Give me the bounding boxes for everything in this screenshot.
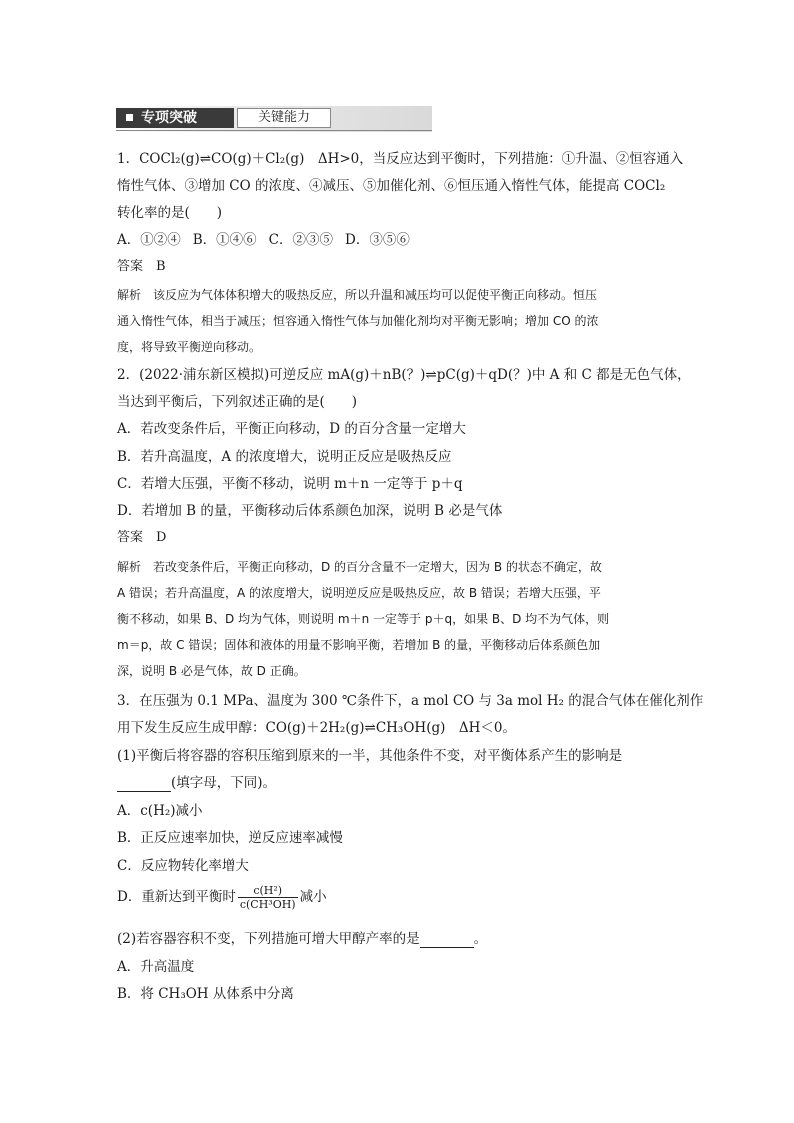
q3-part2-end: 。: [473, 931, 488, 947]
ratio-fraction: [238, 884, 298, 911]
q2-option-b: B．若升高温度，A 的浓度增大，说明正反应是吸热反应: [117, 449, 452, 465]
q3-p1-option-a: A．c(H₂)减小: [117, 803, 203, 819]
q3-p1-option-b: B．正反应速率加快，逆反应速率减慢: [117, 830, 343, 846]
q2-analysis-line3: 衡不移动，如果 B、D 均为气体，则说明 m＋n 一定等于 p＋q，如果 B、D 均不为气体，则: [117, 612, 610, 626]
section-title: 专项突破: [141, 110, 197, 126]
section-title-block: [116, 108, 234, 128]
q1-option-d: D．③⑤⑥: [345, 232, 410, 248]
q3-p2-option-a: A．升高温度: [117, 959, 195, 975]
q3-p2-option-b: B．将 CH₃OH 从体系中分离: [117, 986, 294, 1002]
section-banner: [116, 106, 432, 132]
banner-divider: [116, 130, 432, 131]
q3-p1-option-d: [117, 884, 327, 911]
q1-option-c: C．②③⑤: [268, 232, 334, 248]
q2-option-d: D．若增加 B 的量，平衡移动后体系颜色加深，说明 B 必是气体: [117, 503, 503, 519]
q2-answer: 答案 D: [117, 530, 167, 545]
q3-part1-hint: (填字母，下同)。: [171, 775, 277, 791]
q2-analysis-line2: A 错误；若升高温度，A 的浓度增大，说明逆反应是吸热反应，故 B 错误；若增大压强，平: [117, 586, 601, 600]
q1-analysis-line2: 通入惰性气体，相当于减压；恒容通入惰性气体与加催化剂均对平衡无影响；增加 CO 的浓: [117, 314, 599, 328]
q1-options: [117, 231, 422, 249]
answer-blank: [117, 777, 171, 792]
q1-option-a: A．①②④: [117, 232, 181, 248]
answer-blank: [420, 933, 474, 948]
q2-option-c: C．若增大压强，平衡不移动，说明 m＋n 一定等于 p＋q: [117, 476, 463, 492]
q1-analysis-line1: 解析 该反应为气体体积增大的吸热反应，所以升温和减压均可以促使平衡正向移动。恒压: [117, 288, 598, 302]
q2-analysis-line1: 解析 若改变条件后，平衡正向移动，D 的百分含量不一定增大，因为 B 的状态不确定，故: [117, 560, 602, 574]
q1-answer: 答案 B: [117, 259, 166, 274]
q1-stem-line2: 惰性气体、③增加 CO 的浓度、④减压、⑤加催化剂、⑥恒压通入惰性气体，能提高 COCl₂: [117, 178, 666, 194]
q3-stem-line1: 3．在压强为 0.1 MPa、温度为 300 ℃条件下，a mol CO 与 3a mol H₂ 的混合气体在催化剂作: [117, 693, 704, 709]
q2-analysis-line5: 深，说明 B 必是气体，故 D 正确。: [117, 664, 306, 678]
fraction-denominator: c(CH³OH): [239, 898, 296, 911]
q3-p1-option-d-prefix: D．重新达到平衡时: [117, 889, 236, 905]
q3-part2: [117, 930, 487, 948]
q3-stem-line2: 用下发生反应生成甲醇：CO(g)＋2H₂(g)⇌CH₃OH(g) ΔH＜0。: [117, 720, 516, 736]
q2-stem-line2: 当达到平衡后，下列叙述正确的是( ): [117, 394, 358, 410]
q2-option-a: A．若改变条件后，平衡正向移动，D 的百分含量一定增大: [117, 421, 466, 437]
q3-part2-text: (2)若容器容积不变，下列措施可增大甲醇产率的是: [117, 931, 420, 947]
fraction-numerator: c(H²): [238, 884, 298, 898]
square-bullet-icon: [126, 114, 133, 121]
q3-p1-option-c: C．反应物转化率增大: [117, 858, 249, 874]
q1-stem-line1: 1．COCl₂(g)⇌CO(g)＋Cl₂(g) ΔH>0，当反应达到平衡时，下列措施：①升温、②恒容通入: [117, 151, 684, 167]
q3-part1-line1: (1)平衡后将容器的容积压缩到原来的一半，其他条件不变，对平衡体系产生的影响是: [117, 748, 623, 764]
q2-stem-line1: 2．(2022·浦东新区模拟)可逆反应 mA(g)＋nB(？)⇌pC(g)＋qD(？)中 A 和 C 都是无色气体，: [117, 367, 691, 383]
q1-option-b: B．①④⑥: [192, 232, 257, 248]
q2-analysis-line4: m＝p，故 C 错误；固体和液体的用量不影响平衡，若增加 B 的量，平衡移动后体系颜色加: [117, 638, 601, 652]
q3-p1-option-d-suffix: 减小: [299, 889, 327, 905]
q1-analysis-line3: 度，将导致平衡逆向移动。: [117, 340, 262, 354]
section-tag: 关键能力: [237, 108, 331, 128]
q1-stem-line3: 转化率的是( ): [117, 205, 223, 221]
q3-part1-line2: [117, 774, 276, 792]
